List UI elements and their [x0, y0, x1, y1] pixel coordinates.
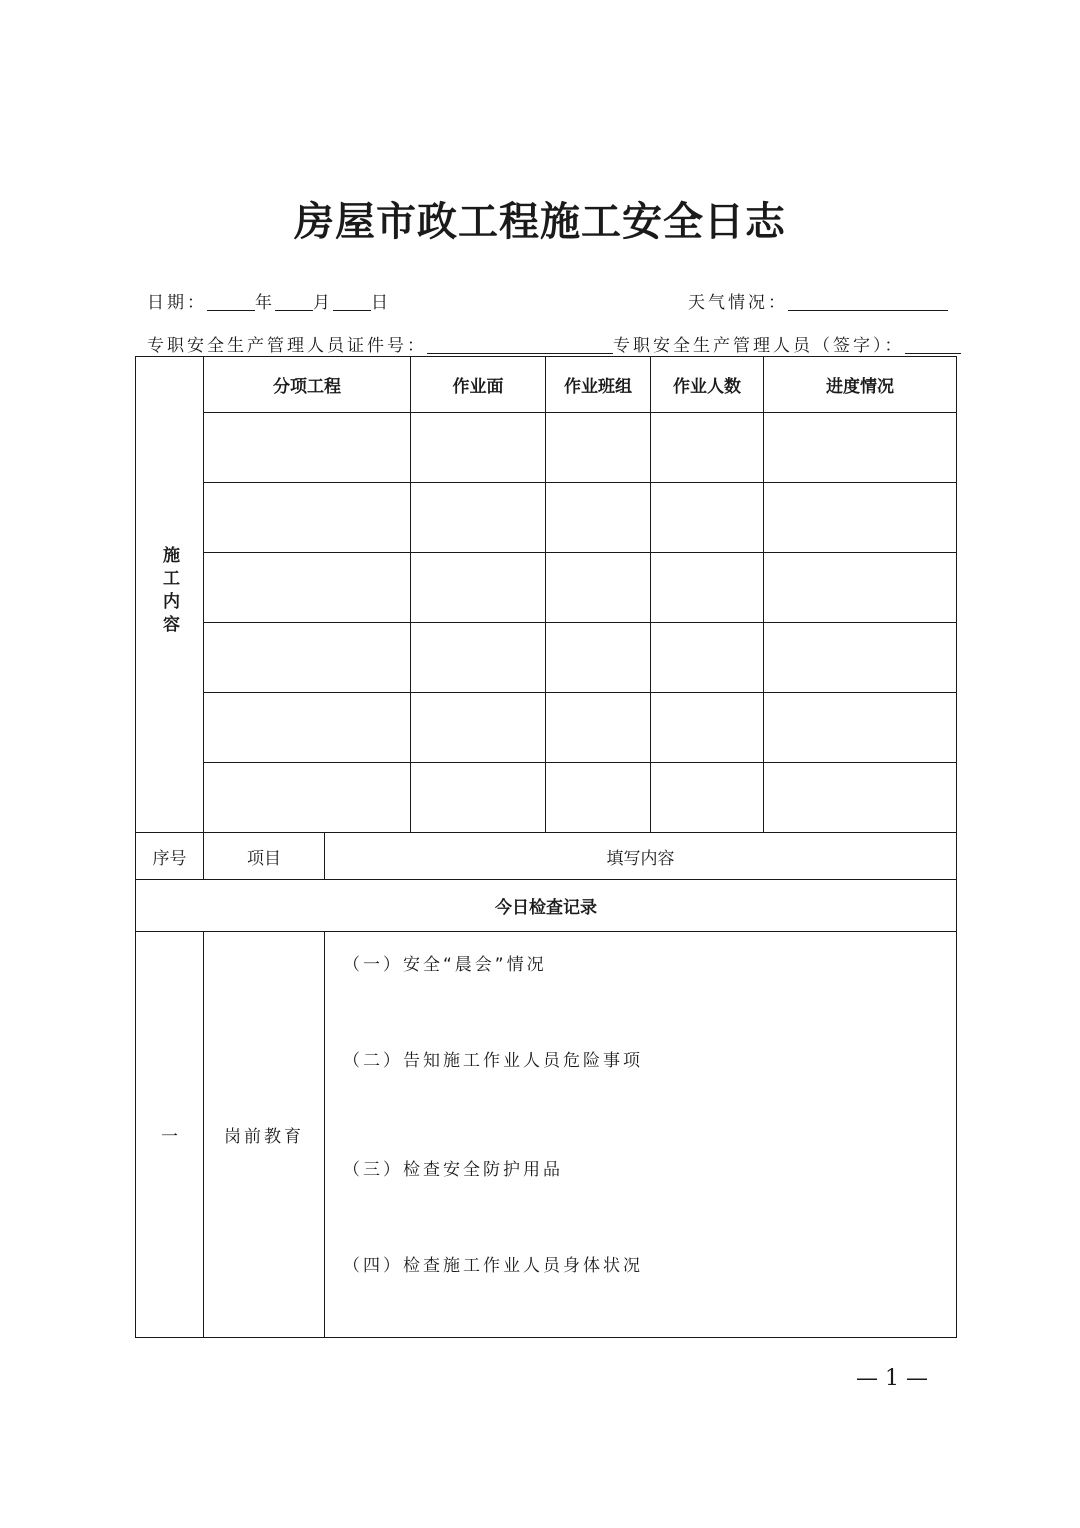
col-content-header: 填写内容: [325, 833, 957, 880]
table-cell[interactable]: [411, 693, 546, 763]
check-point-1: （一）安全“晨会”情况: [343, 955, 547, 975]
header-work-face: 作业面: [411, 357, 546, 413]
table-cell[interactable]: [546, 623, 651, 693]
row-content[interactable]: [325, 932, 957, 1338]
sign-label: 专职安全生产管理人员（签字）：: [613, 336, 905, 356]
weather-label: 天气情况：: [688, 293, 788, 313]
table-cell[interactable]: [651, 553, 764, 623]
month-label: 月: [313, 293, 333, 313]
cert-blank[interactable]: [427, 335, 613, 354]
construction-side-label: 施工内容: [159, 546, 179, 638]
weather-line: [688, 288, 948, 313]
table-cell[interactable]: [546, 693, 651, 763]
table-cell[interactable]: [764, 623, 957, 693]
col-item-header: 项目: [204, 833, 325, 880]
page-number: — 1 —: [856, 1366, 928, 1391]
table-cell[interactable]: [546, 553, 651, 623]
document-title: 房屋市政工程施工安全日志: [294, 199, 786, 245]
year-label: 年: [255, 293, 275, 313]
header-subproject: 分项工程: [204, 357, 411, 413]
header-worker-count: 作业人数: [651, 357, 764, 413]
table-cell[interactable]: [651, 763, 764, 833]
table-cell[interactable]: [204, 763, 411, 833]
table-cell[interactable]: [411, 483, 546, 553]
table-cell[interactable]: [411, 553, 546, 623]
table-cell[interactable]: [764, 483, 957, 553]
table-cell[interactable]: [204, 693, 411, 763]
table-cell[interactable]: [651, 483, 764, 553]
col-no-header: 序号: [136, 833, 204, 880]
header-work-team: 作业班组: [546, 357, 651, 413]
year-blank[interactable]: [207, 292, 255, 311]
table-cell[interactable]: [764, 763, 957, 833]
table-cell[interactable]: [651, 623, 764, 693]
cert-line: [147, 331, 961, 356]
month-blank[interactable]: [275, 292, 313, 311]
table-cell[interactable]: [546, 763, 651, 833]
check-point-4: （四）检查施工作业人员身体状况: [343, 1256, 643, 1276]
table-cell[interactable]: [764, 413, 957, 483]
row-item: 岗前教育: [204, 932, 325, 1338]
date-line: [147, 288, 391, 313]
table-cell[interactable]: [546, 483, 651, 553]
check-point-2: （二）告知施工作业人员危险事项: [343, 1051, 643, 1071]
table-cell[interactable]: [764, 553, 957, 623]
day-label: 日: [371, 293, 391, 313]
table-cell[interactable]: [764, 693, 957, 763]
table-cell[interactable]: [411, 763, 546, 833]
table-cell[interactable]: [411, 623, 546, 693]
table-cell[interactable]: [204, 483, 411, 553]
header-progress: 进度情况: [764, 357, 957, 413]
table-cell[interactable]: [546, 413, 651, 483]
construction-side-cell: [136, 357, 204, 833]
weather-blank[interactable]: [788, 292, 948, 311]
table-cell[interactable]: [651, 413, 764, 483]
cert-label: 专职安全生产管理人员证件号：: [147, 336, 427, 356]
table-cell[interactable]: [204, 553, 411, 623]
day-blank[interactable]: [333, 292, 371, 311]
section-title: 今日检查记录: [136, 880, 957, 932]
row-number: 一: [136, 932, 204, 1338]
check-point-3: （三）检查安全防护用品: [343, 1160, 563, 1180]
sign-blank[interactable]: [905, 335, 961, 354]
table-cell[interactable]: [411, 413, 546, 483]
table-cell[interactable]: [204, 623, 411, 693]
table-cell[interactable]: [651, 693, 764, 763]
date-label: 日期：: [147, 293, 207, 313]
safety-log-table: [135, 356, 957, 1338]
table-cell[interactable]: [204, 413, 411, 483]
